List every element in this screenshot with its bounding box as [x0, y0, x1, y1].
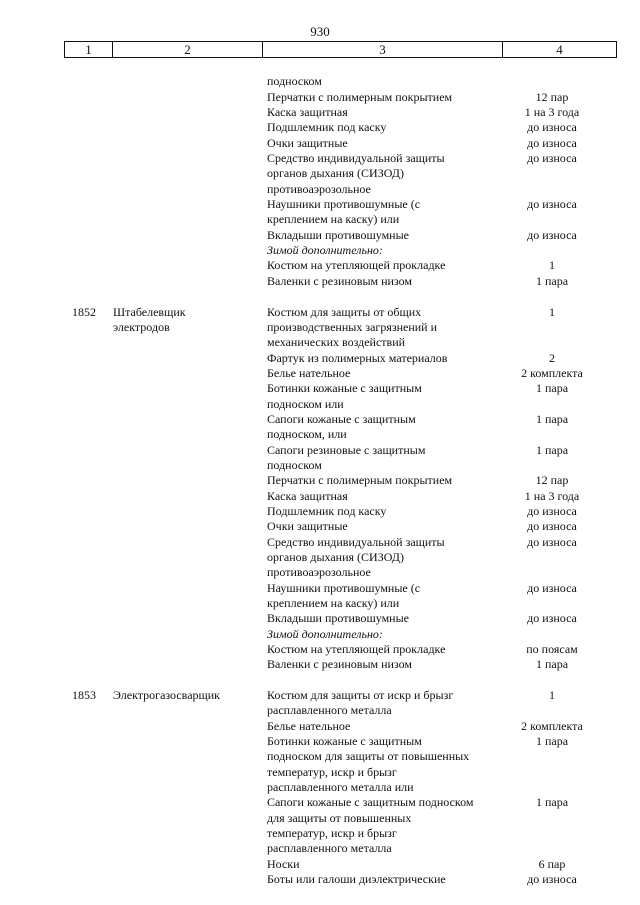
equipment-item: органов дыхания (СИЗОД) — [267, 550, 404, 564]
issue-norm: 1 — [549, 688, 555, 702]
equipment-item: производственных загрязнений и — [267, 320, 438, 334]
equipment-item: Очки защитные — [267, 519, 348, 533]
equipment-item: Костюм на утепляющей прокладке — [267, 258, 446, 272]
equipment-item: температур, искр и брызг — [267, 765, 397, 779]
column-header-4: 4 — [503, 42, 617, 58]
equipment-item: Подшлемник под каску — [267, 120, 387, 134]
equipment-item: Белье нательное — [267, 719, 351, 733]
equipment-item: Зимой дополнительно: — [267, 243, 383, 257]
equipment-item: противоаэрозольное — [267, 182, 371, 196]
equipment-item: Сапоги кожаные с защитным подноском — [267, 795, 474, 809]
issue-norm: 1 пара — [535, 734, 569, 748]
equipment-item: Боты или галоши диэлектрические — [267, 872, 446, 886]
equipment-item: Зимой дополнительно: — [267, 627, 383, 641]
equipment-item: Костюм для защиты от общих — [267, 305, 422, 319]
issue-norm: по поясам — [526, 642, 578, 656]
issue-norm: до износа — [527, 120, 577, 134]
issue-norm: до износа — [527, 872, 577, 886]
equipment-item: подноском — [267, 458, 322, 472]
issue-norm: до износа — [527, 519, 577, 533]
issue-norm: 2 — [549, 351, 555, 365]
equipment-item: Наушники противошумные (с — [267, 197, 421, 211]
column-header-1: 1 — [65, 42, 113, 58]
issue-norm: до износа — [527, 151, 577, 165]
equipment-item: Средство индивидуальной защиты — [267, 151, 445, 165]
equipment-item: Перчатки с полимерным покрытием — [267, 473, 453, 487]
equipment-item: Вкладыши противошумные — [267, 228, 409, 242]
item-number: 1852 — [72, 305, 96, 319]
equipment-item: Ботинки кожаные с защитным — [267, 381, 422, 395]
equipment-item: Наушники противошумные (с — [267, 581, 421, 595]
column-header-row — [65, 42, 617, 58]
equipment-item: Костюм для защиты от искр и брызг — [267, 688, 454, 702]
equipment-item: Носки — [267, 857, 300, 871]
issue-norm: 1 — [549, 305, 555, 319]
equipment-item: подноском — [267, 74, 322, 88]
equipment-item: креплением на каску) или — [267, 596, 400, 610]
issue-norm: 1 пара — [535, 412, 569, 426]
equipment-item: Сапоги резиновые с защитным — [267, 443, 426, 457]
issue-norm: до износа — [527, 581, 577, 595]
equipment-item: Подшлемник под каску — [267, 504, 387, 518]
equipment-item: Перчатки с полимерным покрытием — [267, 90, 453, 104]
equipment-item: Валенки с резиновым низом — [267, 657, 413, 671]
issue-norm: до износа — [527, 504, 577, 518]
equipment-item: Каска защитная — [267, 489, 348, 503]
issue-norm: 1 пара — [535, 657, 569, 671]
equipment-item: Фартук из полимерных материалов — [267, 351, 448, 365]
equipment-item: температур, искр и брызг — [267, 826, 397, 840]
issue-norm: до износа — [527, 535, 577, 549]
issue-norm: 1 пара — [535, 381, 569, 395]
issue-norm: 1 на 3 года — [524, 489, 580, 503]
issue-norm: 12 пар — [535, 473, 569, 487]
issue-norm: до износа — [527, 611, 577, 625]
equipment-item: подноском, или — [267, 427, 347, 441]
equipment-item: Сапоги кожаные с защитным — [267, 412, 416, 426]
equipment-item: расплавленного металла или — [267, 780, 414, 794]
equipment-item: подноском для защиты от повышенных — [267, 749, 470, 763]
issue-norm: 12 пар — [535, 90, 569, 104]
issue-norm: до износа — [527, 197, 577, 211]
equipment-item: Костюм на утепляющей прокладке — [267, 642, 446, 656]
equipment-item: механических воздействий — [267, 335, 406, 349]
issue-norm: до износа — [527, 136, 577, 150]
issue-norm: 1 пара — [535, 795, 569, 809]
issue-norm: до износа — [527, 228, 577, 242]
equipment-item: для защиты от повышенных — [267, 811, 412, 825]
column-header-3: 3 — [263, 42, 503, 58]
equipment-item: Каска защитная — [267, 105, 348, 119]
equipment-item: Очки защитные — [267, 136, 348, 150]
equipment-item: Ботинки кожаные с защитным — [267, 734, 422, 748]
issue-norm: 1 пара — [535, 274, 569, 288]
issue-norm: 2 комплекта — [521, 366, 583, 380]
issue-norm: 6 пар — [538, 857, 566, 871]
equipment-item: Вкладыши противошумные — [267, 611, 409, 625]
equipment-item: расплавленного металла — [267, 841, 392, 855]
equipment-item: расплавленного металла — [267, 703, 392, 717]
equipment-item: Средство индивидуальной защиты — [267, 535, 445, 549]
issue-norm: 2 комплекта — [521, 719, 583, 733]
column-header-2: 2 — [113, 42, 263, 58]
equipment-item: Белье нательное — [267, 366, 351, 380]
profession-name: Электрогазосварщик — [113, 688, 221, 702]
column-header-table — [64, 41, 617, 58]
equipment-item: противоаэрозольное — [267, 565, 371, 579]
issue-norm: 1 — [549, 258, 555, 272]
equipment-item: органов дыхания (СИЗОД) — [267, 166, 404, 180]
equipment-item: Валенки с резиновым низом — [267, 274, 413, 288]
issue-norm: 1 пара — [535, 443, 569, 457]
page-number: 930 — [310, 24, 330, 39]
profession-name: Штабелевщик — [113, 305, 186, 319]
equipment-item: креплением на каску) или — [267, 212, 400, 226]
equipment-item: подноском или — [267, 397, 344, 411]
item-number: 1853 — [72, 688, 96, 702]
issue-norm: 1 на 3 года — [524, 105, 580, 119]
profession-name: электродов — [113, 320, 170, 334]
